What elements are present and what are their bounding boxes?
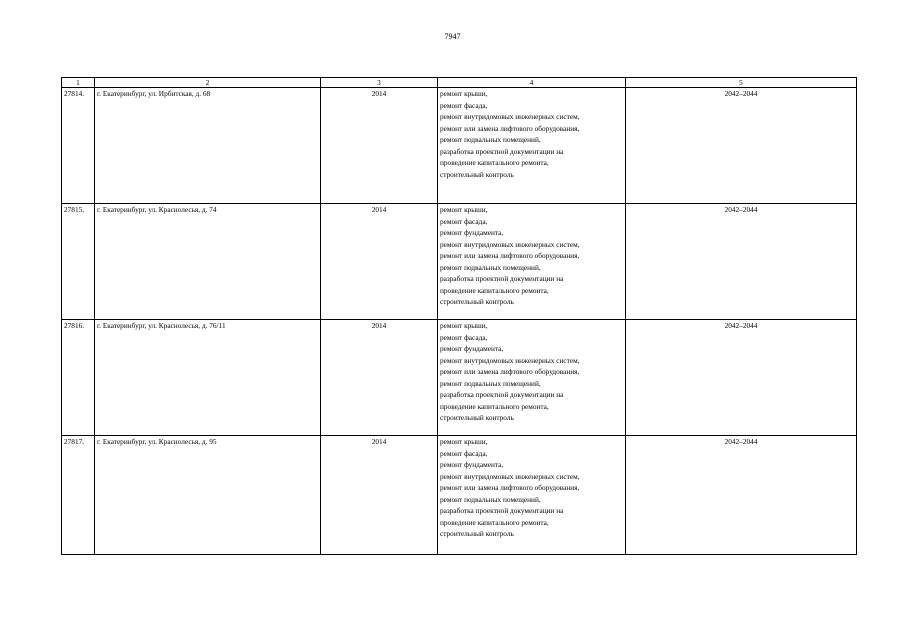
works-list <box>438 204 626 320</box>
repair-schedule-table <box>61 77 857 555</box>
building-address: г. Екатеринбург, ул. Краснолесья, д. 95 <box>95 436 321 555</box>
table-row <box>62 436 857 555</box>
work-item: ремонт внутридомовых инженерных систем, <box>440 471 580 481</box>
building-address: г. Екатеринбург, ул. Краснолесья, д. 76/11 <box>95 320 321 436</box>
work-item: ремонт фасада, <box>440 100 488 110</box>
row-number: 27815. <box>62 204 95 320</box>
work-item: строительный контроль <box>440 297 514 306</box>
work-item: проведение капитального ремонта, <box>440 285 549 295</box>
works-list <box>438 436 626 555</box>
repair-period: 2042–2044 <box>626 436 857 555</box>
table-header-row <box>62 78 857 88</box>
column-header: 3 <box>321 78 438 88</box>
work-item: ремонт или замена лифтового оборудования, <box>440 251 580 260</box>
work-item: ремонт подвальных помещений, <box>440 378 541 388</box>
repair-period: 2042–2044 <box>626 320 857 436</box>
repair-period: 2042–2044 <box>626 88 857 204</box>
row-number: 27814. <box>62 88 95 204</box>
building-address: г. Екатеринбург, ул. Ирбитская, д. 68 <box>95 88 321 204</box>
work-item: ремонт фундамента, <box>440 344 504 353</box>
works-list <box>438 88 626 204</box>
column-header: 5 <box>626 78 857 88</box>
works-list <box>438 320 626 436</box>
work-item: ремонт внутридомовых инженерных систем, <box>440 239 580 249</box>
work-item: ремонт подвальных помещений, <box>440 135 541 144</box>
page-number: 7947 <box>444 32 461 41</box>
work-item: ремонт крыши, <box>440 437 488 446</box>
work-item: ремонт фундамента, <box>440 460 504 469</box>
work-item: проведение капитального ремонта, <box>440 158 549 167</box>
column-header: 2 <box>95 78 321 88</box>
work-item: ремонт крыши, <box>440 205 488 214</box>
work-item: ремонт внутридомовых инженерных систем, <box>440 355 580 365</box>
work-item: строительный контроль <box>440 169 514 179</box>
work-item: проведение капитального ремонта, <box>440 517 549 527</box>
work-item: ремонт крыши, <box>440 89 488 98</box>
work-item: разработка проектной документации на <box>440 146 564 156</box>
work-item: разработка проектной документации на <box>440 506 564 515</box>
work-item: ремонт или замена лифтового оборудования, <box>440 367 580 376</box>
table-row <box>62 320 857 436</box>
work-item: проведение капитального ремонта, <box>440 401 549 411</box>
work-item: ремонт подвальных помещений, <box>440 262 541 272</box>
row-number: 27817. <box>62 436 95 555</box>
year-value: 2014 <box>321 88 438 204</box>
building-address: г. Екатеринбург, ул. Краснолесья, д. 74 <box>95 204 321 320</box>
work-item: строительный контроль <box>440 413 514 422</box>
work-item: ремонт фасада, <box>440 448 488 458</box>
column-header: 1 <box>62 78 95 88</box>
row-number: 27816. <box>62 320 95 436</box>
table-row <box>62 88 857 204</box>
column-header: 4 <box>438 78 626 88</box>
year-value: 2014 <box>321 204 438 320</box>
work-item: ремонт крыши, <box>440 321 488 330</box>
work-item: разработка проектной документации на <box>440 390 564 399</box>
work-item: ремонт фасада, <box>440 332 488 342</box>
work-item: разработка проектной документации на <box>440 274 564 283</box>
repair-period: 2042–2044 <box>626 204 857 320</box>
work-item: ремонт внутридомовых инженерных систем, <box>440 112 580 121</box>
year-value: 2014 <box>321 436 438 555</box>
year-value: 2014 <box>321 320 438 436</box>
work-item: ремонт фундамента, <box>440 228 504 237</box>
work-item: ремонт подвальных помещений, <box>440 494 541 504</box>
work-item: ремонт фасада, <box>440 216 488 226</box>
work-item: строительный контроль <box>440 529 514 538</box>
work-item: ремонт или замена лифтового оборудования, <box>440 483 580 492</box>
table-row <box>62 204 857 320</box>
work-item: ремонт или замена лифтового оборудования, <box>440 123 580 133</box>
